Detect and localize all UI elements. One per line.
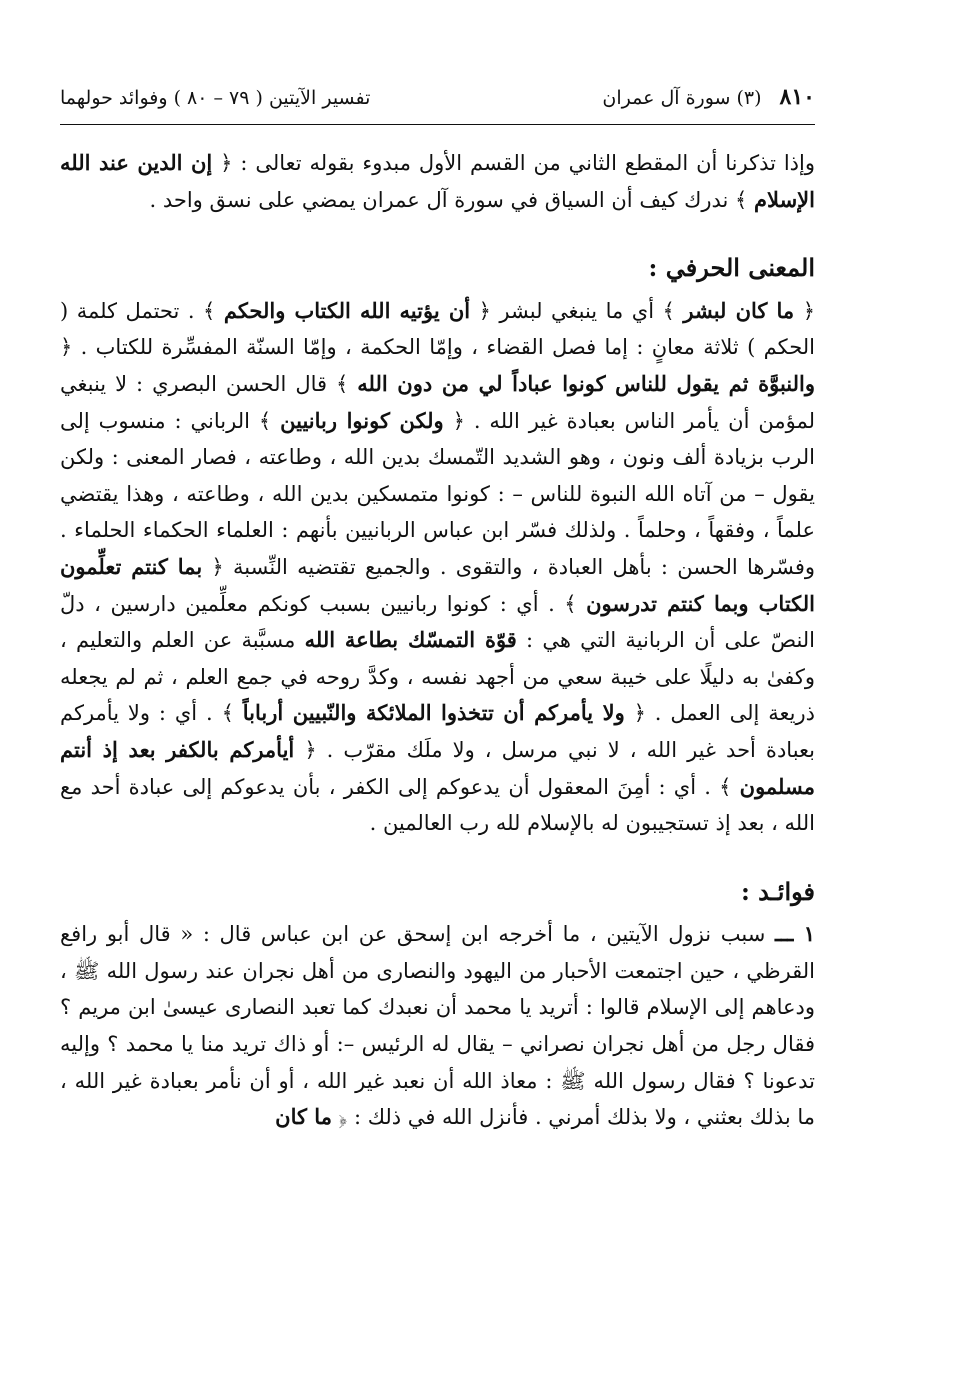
- literal-text: ﴾ . أي : أمِنَ المعقول أن يدعوكم إلى الكفر ، بأن يدعوكم إلى عبادة أحد مع الله ، بعد إذ تستجيبون له بالإسلام لله رب العالمين .: [60, 774, 815, 836]
- benefits-paragraph: [60, 916, 815, 1136]
- intro-text-2: ﴾ ندرك كيف أن السياق في سورة آل عمران يمضي على نسق واحد .: [149, 187, 755, 212]
- surah-title: (٣) سورة آل عمران: [602, 87, 762, 109]
- quran-verse: ولا يأمركم أن تتخذوا الملائكة والنّبيين أرباباً: [242, 700, 625, 726]
- literal-text: ﴾ . أي : كونوا ربانيين بسبب كونكم معلِّمين دارسين ، دلّ النصّ على أن الربانية التي هي :: [60, 591, 816, 653]
- literal-meaning-heading: المعنى الحرفي :: [648, 253, 815, 283]
- page-number: ٨١٠: [779, 84, 815, 110]
- quran-verse: ما كان لبشر: [683, 297, 795, 323]
- quran-verse: بما كنتم تعلِّمون الكتاب وبما كنتم تدرسون: [60, 553, 815, 616]
- book-page: [60, 0, 815, 1392]
- header-right-group: [602, 84, 815, 110]
- page-body: [60, 145, 815, 1136]
- quran-verse: أن يؤتيه الله الكتاب والحكم: [223, 297, 471, 323]
- literal-text: ﴾ الرباني : منسوب إلى الرب بزيادة ألف ونون ، وهو الشديد التّمسك بدين الله ، وطاعته ، فصار المعنى : ولكن يقول – من آتاه الله النبوة للناس – : كونوا متمسكين بدين الله ، وطاعته ، وهذا يقتضي علماً ، وفقهاً ، وحلماً . ولذلك فسّر ابن عباس الربانيين بأنهم : العلماء الحكماء الحلماء . وفسّرها الحسن : بأهل العبادة ، والتقوى . والجميع تقتضيه النِّسبة ﴿: [60, 408, 815, 579]
- literal-text: ﴾ . أي : ولا يأمركم بعبادة أحد غير الله ، لا نبي مرسل ، ولا ملَك مقرّب . ﴿: [60, 701, 815, 762]
- quran-verse: ما كان: [275, 1104, 332, 1130]
- literal-text: مسبَّبة عن العلم والتعليم ، وكفىٰ به دليلًا على خيبة سعي من أجهد نفسه ، وكدَّ روحه في جمع العلم ، ثم لم يجعله ذريعة إلى العمل . ﴿: [60, 628, 815, 726]
- literal-text: ﴾ . تحتمل كلمة ( الحكم ) ثلاثة معانٍ : إما فصل القضاء ، وإمّا الحكمة ، وإمّا السنّة المفسِّرة للكتاب . ﴿: [60, 298, 815, 360]
- literal-text: ﴾ أي ما ينبغي لبشر ﴿: [470, 298, 684, 323]
- quran-verse: ولكن كونوا ربانيين: [280, 407, 444, 433]
- quran-verse: أيأمركم بالكفر بعد إذ أنتم مسلمون: [60, 736, 815, 799]
- emphasis-text: قوّة التمسّك بطاعة الله: [304, 627, 517, 653]
- literal-meaning-paragraph: [60, 293, 815, 842]
- quran-verse: إن الدين عند الله الإسلام: [60, 150, 815, 212]
- running-header: [60, 84, 815, 118]
- header-divider: [60, 124, 815, 125]
- benefits-text: سبب نزول الآيتين ، ما أخرجه ابن إسحق عن ابن عباس قال : « قال أبو رافع القرظي ، حين اجتمعت الأحبار من اليهود والنصارى من أهل نجران عند رسول الله ﷺ ، ودعاهم إلى الإسلام قالوا : أتريد يا محمد أن نعبدك كما تعبد النصارى عيسىٰ ابن مريم ؟ فقال رجل من أهل نجران نصراني – يقال له الرئيس –: أو ذاك تريد منا يا محمد ؟ وإليه تدعونا ؟ فقال رسول الله ﷺ : معاذ الله أن نعبد غير الله ، أو أن نأمر بعبادة غير الله ، ما بذلك بعثني ، ولا بذلك أمرني . فأنزل الله في ذلك : ﴿: [60, 922, 815, 1130]
- quran-verse: والنبوَّة ثم يقول للناس كونوا عباداً لي من دون الله: [357, 370, 815, 396]
- literal-text: ﴿: [794, 298, 815, 323]
- benefits-heading: فوائـد :: [740, 876, 815, 906]
- item-number: ١ ـــ: [774, 921, 815, 947]
- literal-text: ﴾ قال الحسن البصري : لا ينبغي لمؤمن أن يأمر الناس بعبادة غير الله . ﴿: [60, 371, 815, 433]
- section-title: تفسير الآيتين ( ٧٩ – ٨٠ ) وفوائد حولهما: [60, 87, 371, 109]
- intro-paragraph: [60, 145, 815, 218]
- intro-text-1: وإذا تذكرنا أن المقطع الثاني من القسم الأول مبدوء بقوله تعالى : ﴿: [212, 151, 815, 175]
